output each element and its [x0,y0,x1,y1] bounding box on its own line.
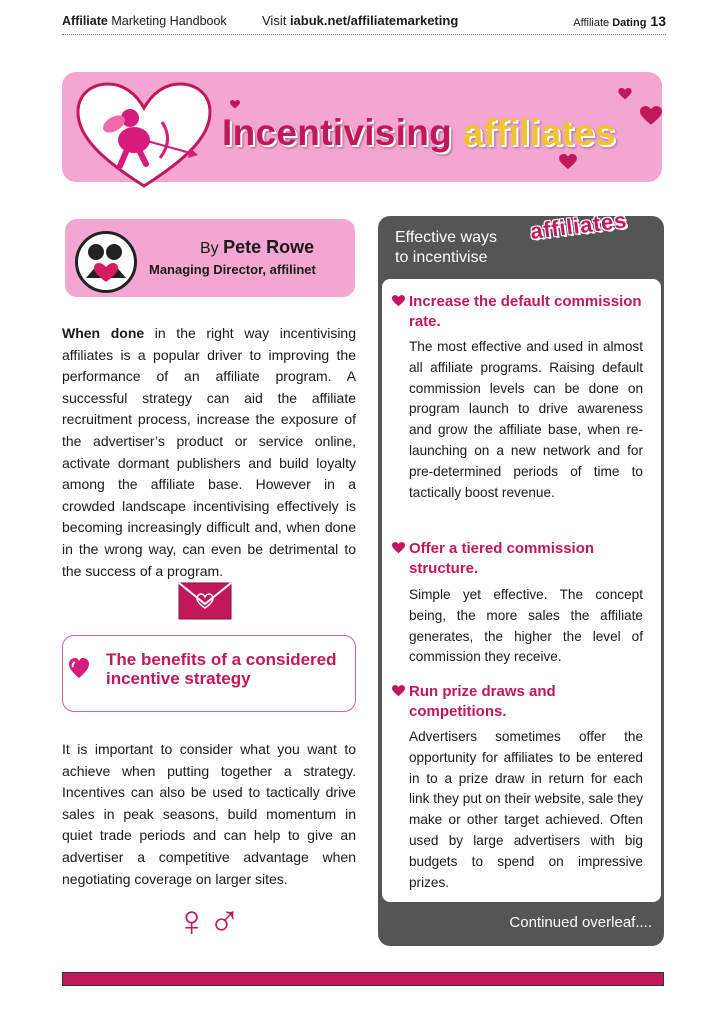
visit-url: Visit iabuk.net/affiliatemarketing [262,13,459,28]
heart-icon [230,100,240,109]
continued-note: Continued overleaf.... [509,914,652,931]
tip-text: Advertisers sometimes offer the opportunity for affiliates to be entered in to a prize draw in return for each link they put on their website, sale they make or other target achieved. Often used by large advertisers with big budgets to spend on impressive prizes. [409,729,643,890]
heart-icon [618,88,632,100]
heart-icon [559,154,577,170]
heart-bullet-icon [392,685,405,697]
panel-title: Effective ways to incentivise [395,229,497,266]
page-header [62,10,666,32]
envelope-icon [178,582,232,620]
tip-text: Simple yet effective. The concept being, the more sales the affiliate generates, the higher the level of commission they receive. [409,587,643,665]
handbook-title: Affiliate Marketing Handbook [62,14,227,28]
gender-symbols-icon: ♀♂ [175,897,241,946]
page-title: Incentivising affiliates [222,112,616,153]
heart-icon [68,657,90,679]
cupid-heart-icon [70,80,218,192]
panel-badge: affiliates [528,207,629,245]
heart-bullet-icon [392,542,405,554]
author-name: Pete Rowe [223,237,315,257]
heart-bullet-icon [392,295,405,307]
tip-text: The most effective and used in almost all affiliate programs. Raising default commission levels can be done on program launch to drive awareness and grow the affiliate base, when re-launching on a new network and for pre-determined periods of time to tactically boost revenue. [409,339,643,500]
intro-paragraph: When done in the right way incentivising affiliates is a popular driver to improving the performance of an affiliate program. A successful strategy can aid the affiliate recruitment process, increase the exposure of the advertiser’s product or service online, activate dormant publishers and build loyalty among the affiliate base. However in a crowded landscape incentivising effectively is becoming increasingly difficult and, when done in the wrong way, can even be detrimental to the success of a program. [62,325,357,579]
tip-heading: Offer a tiered commission structure. [392,539,652,579]
footer-bar [62,972,664,986]
header-divider [62,34,666,35]
page-number: 13 [650,13,666,29]
author-byline: By Pete Rowe [200,237,315,257]
benefits-title: The benefits of a considered incentive strategy [106,650,337,688]
section-and-page: Affiliate Dating 13 [573,13,666,29]
tip-heading: Run prize draws and competitions. [392,682,652,722]
benefits-paragraph: It is important to consider what you want to achieve when putting together a strategy. Incentives can also be used to tactically drive sales in peak seasons, build momentum in quiet trade periods and can help to give an advertiser a competitive advantage when negotiating coverage on larger sites. [62,741,356,887]
tip-heading: Increase the default commission rate. [392,292,652,332]
heart-icon [640,106,662,126]
affilinet-logo-icon [75,231,137,293]
url-link[interactable]: iabuk.net/affiliatemarketing [289,13,459,28]
author-role: Managing Director, affilinet [149,262,316,277]
